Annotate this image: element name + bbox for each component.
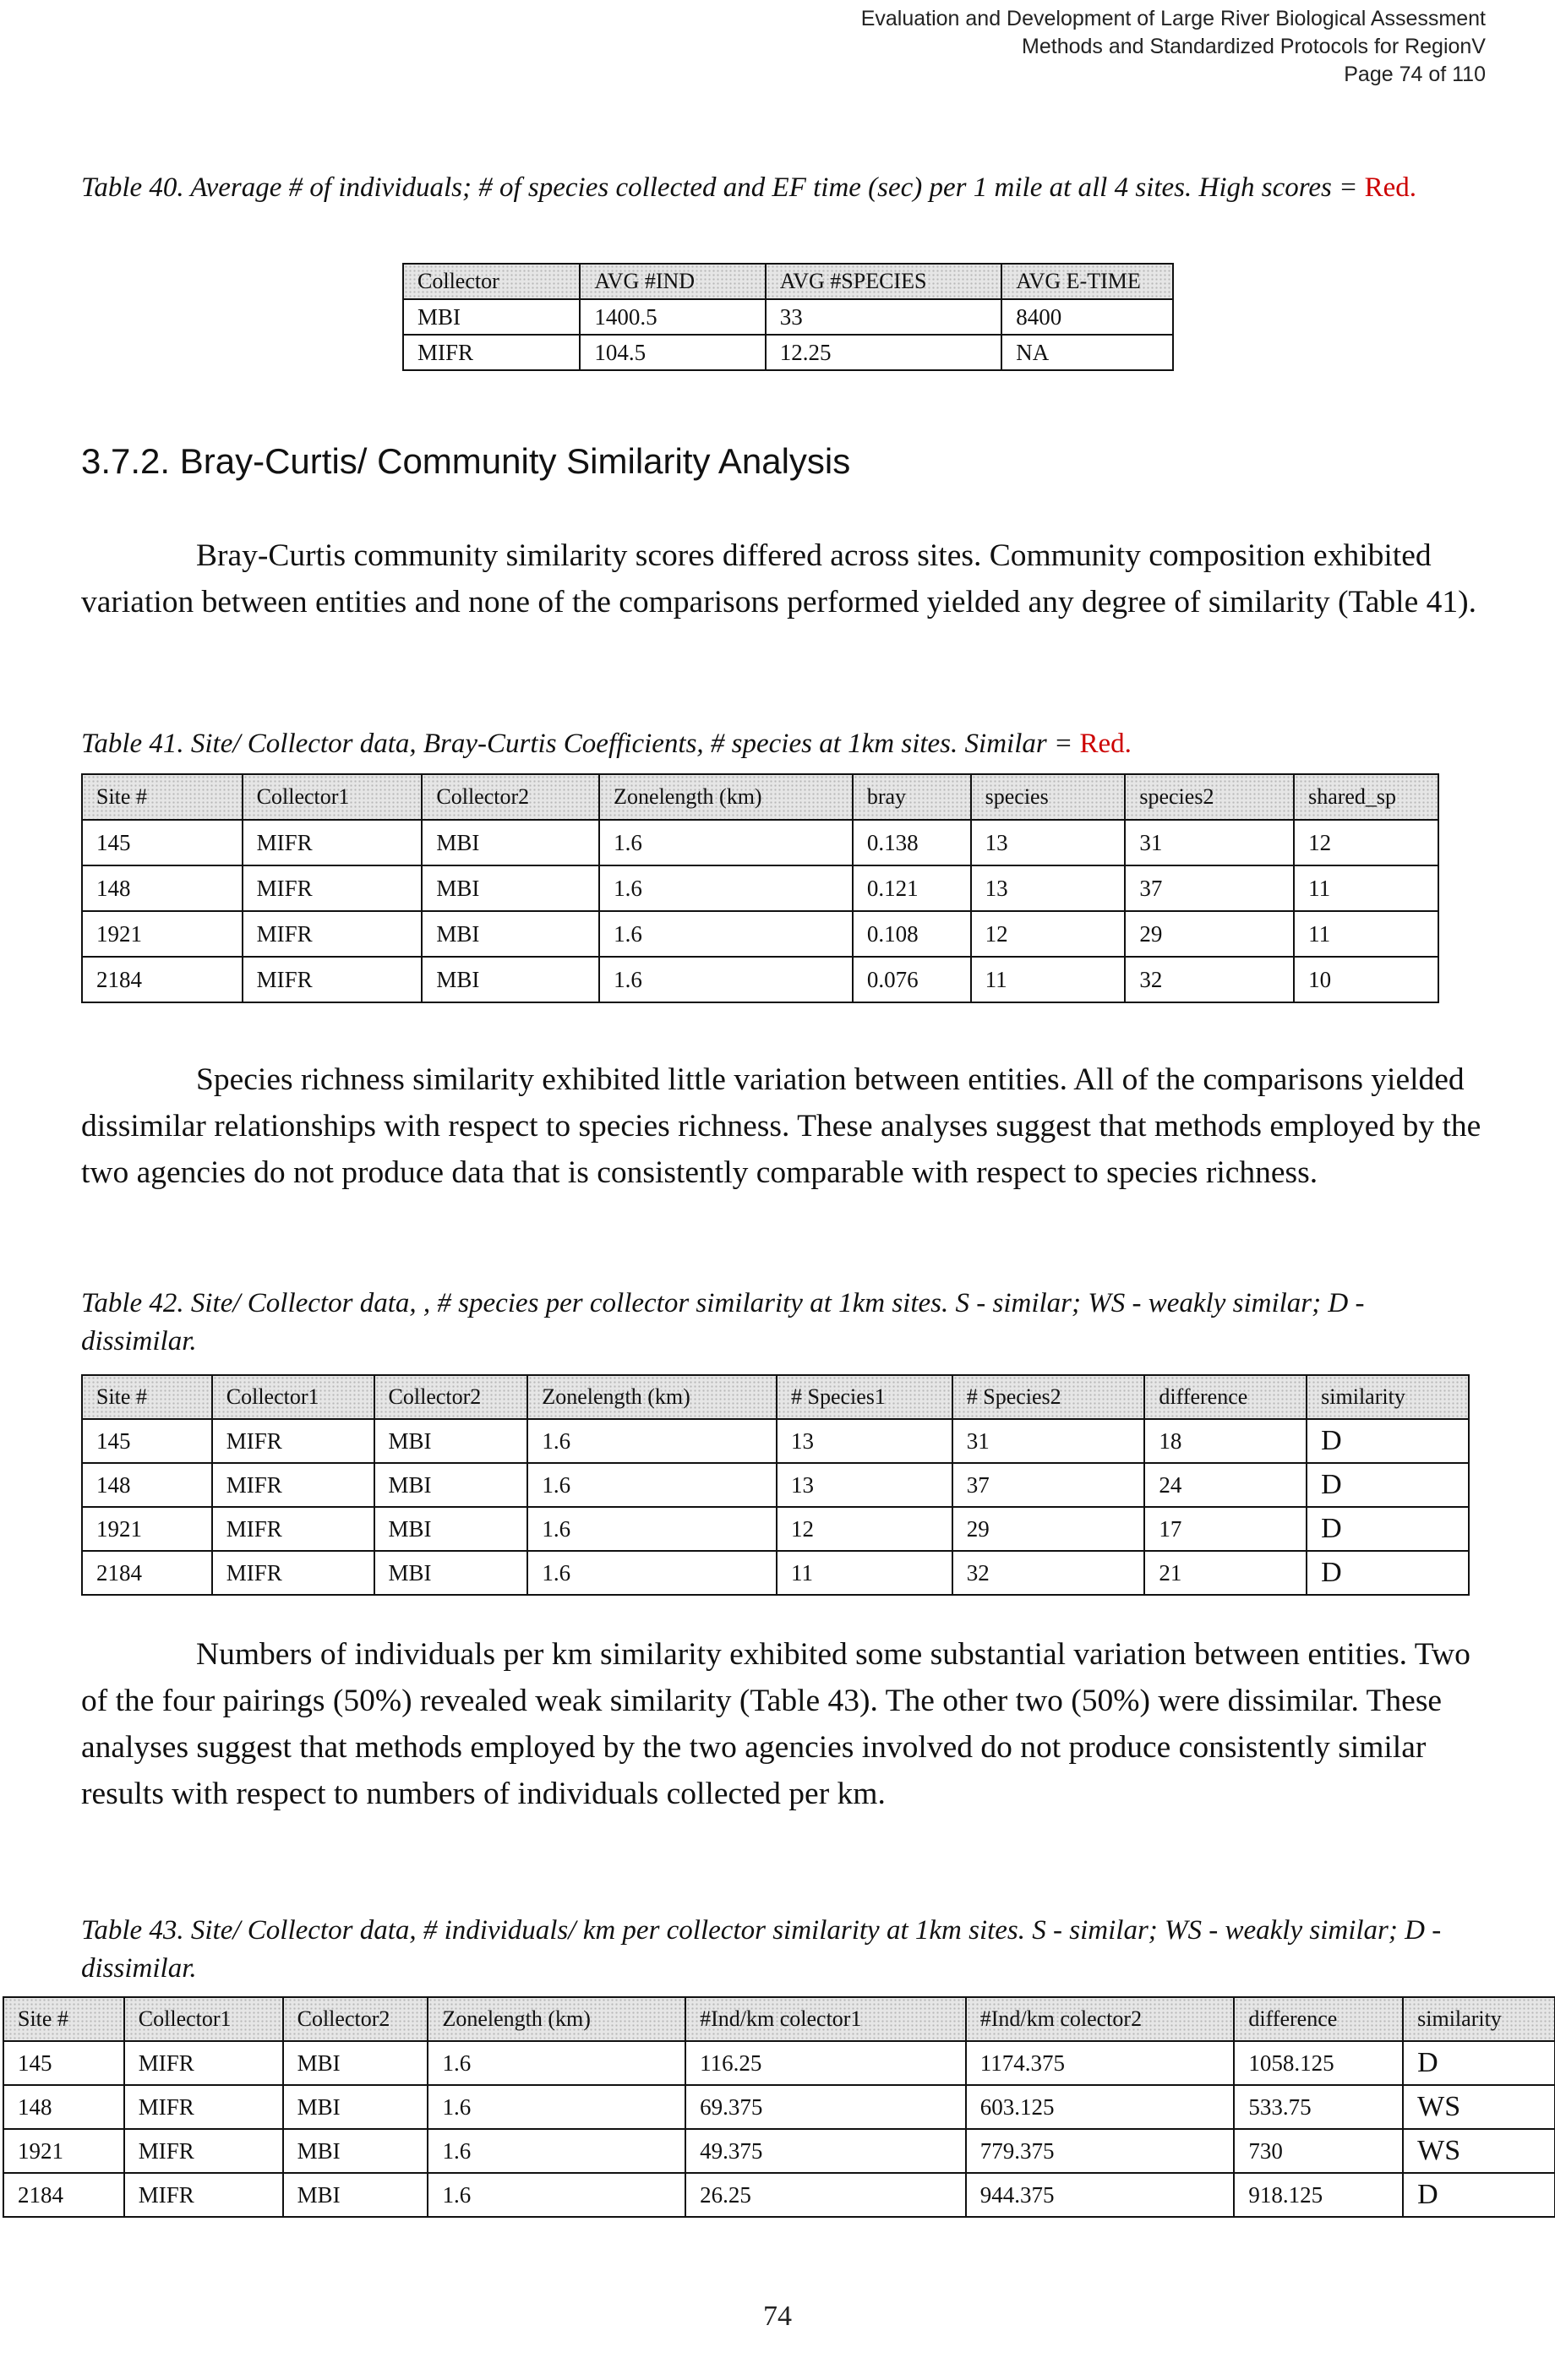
column-header: Collector: [403, 264, 580, 299]
table-row: [3, 2173, 1555, 2217]
table42-caption: Table 42. Site/ Collector data, , # species per collector similarity at 1km sites. S - similar; WS - weakly similar; D - dissimilar.: [81, 1288, 1365, 1356]
table-cell: 148: [3, 2085, 124, 2129]
table-cell: 145: [3, 2041, 124, 2085]
table40-caption: [81, 169, 1450, 207]
table-cell: 1174.375: [966, 2041, 1235, 2085]
table-41: [81, 773, 1439, 1003]
table-cell: 0.076: [853, 957, 971, 1002]
table-cell: 31: [1125, 820, 1294, 865]
header-row: [3, 1997, 1555, 2041]
table41-caption: [81, 725, 1467, 763]
table-cell: 17: [1144, 1507, 1307, 1551]
header-page: Page 74 of 110: [1344, 63, 1486, 86]
table-cell: 69.375: [685, 2085, 966, 2129]
table-cell: 1.6: [428, 2085, 685, 2129]
header-row: [82, 1375, 1469, 1419]
table-cell: 1.6: [428, 2129, 685, 2173]
column-header: Collector1: [212, 1375, 374, 1419]
table-cell: 1.6: [599, 911, 853, 957]
table-cell: 1.6: [527, 1551, 777, 1595]
column-header: Zonelength (km): [527, 1375, 777, 1419]
table-cell: 21: [1144, 1551, 1307, 1595]
table-cell: MBI: [374, 1419, 528, 1463]
table40-caption-red: Red.: [1364, 172, 1417, 203]
table-cell: 145: [82, 820, 243, 865]
table-cell: 1921: [3, 2129, 124, 2173]
column-header: Collector2: [422, 774, 599, 820]
table-cell: 32: [1125, 957, 1294, 1002]
table-cell: 29: [952, 1507, 1145, 1551]
table-cell: 49.375: [685, 2129, 966, 2173]
column-header: similarity: [1403, 1997, 1555, 2041]
table-row: [82, 1507, 1469, 1551]
table-row: [3, 2085, 1555, 2129]
table-cell: MIFR: [124, 2173, 283, 2217]
table-cell: MBI: [403, 299, 580, 335]
table-cell: 12.25: [766, 335, 1001, 370]
table-row: [82, 911, 1438, 957]
table-cell: 11: [777, 1551, 952, 1595]
table-cell: MIFR: [243, 911, 423, 957]
table-cell: 533.75: [1234, 2085, 1403, 2129]
table-cell: 32: [952, 1551, 1145, 1595]
table-cell: MIFR: [212, 1463, 374, 1507]
paragraph-bray-curtis: Bray-Curtis community similarity scores differed across sites. Community composition exhibited variation between entities and none of the comparisons performed yielded any degree of similarity (Table 41).: [81, 538, 1476, 620]
table-cell: 730: [1234, 2129, 1403, 2173]
table-cell: 11: [1294, 865, 1438, 911]
column-header: Collector2: [283, 1997, 428, 2041]
column-header: Collector1: [243, 774, 423, 820]
table-row: [82, 820, 1438, 865]
table-cell: D: [1307, 1551, 1469, 1595]
table-cell: MBI: [422, 865, 599, 911]
table-cell: 603.125: [966, 2085, 1235, 2129]
table-cell: MIFR: [243, 957, 423, 1002]
column-header: difference: [1144, 1375, 1307, 1419]
table-cell: 37: [1125, 865, 1294, 911]
column-header: species2: [1125, 774, 1294, 820]
table-cell: MBI: [422, 911, 599, 957]
table-cell: 33: [766, 299, 1001, 335]
paragraph-species-richness: Species richness similarity exhibited little variation between entities. All of the comparisons yielded dissimilar relationships with respect to species richness. These analyses suggest that methods employed by the two agencies do not produce data that is consistently comparable with respect to species richness.: [81, 1062, 1481, 1190]
table-cell: 104.5: [580, 335, 765, 370]
column-header: #Ind/km colector1: [685, 1997, 966, 2041]
column-header: bray: [853, 774, 971, 820]
column-header: Site #: [82, 774, 243, 820]
column-header: # Species1: [777, 1375, 952, 1419]
table-cell: MBI: [283, 2041, 428, 2085]
table-cell: 31: [952, 1419, 1145, 1463]
table-row: [403, 335, 1173, 370]
table-cell: 12: [777, 1507, 952, 1551]
table-42: [81, 1374, 1470, 1596]
column-header: Zonelength (km): [599, 774, 853, 820]
table41-caption-text: Table 41. Site/ Collector data, Bray-Curtis Coefficients, # species at 1km sites. Similar =: [81, 729, 1080, 759]
table-cell: 1.6: [428, 2173, 685, 2217]
table-cell: MIFR: [124, 2041, 283, 2085]
header-row: [403, 264, 1173, 299]
table-cell: MBI: [283, 2173, 428, 2217]
table-cell: D: [1307, 1507, 1469, 1551]
table-cell: 0.121: [853, 865, 971, 911]
table-cell: D: [1307, 1419, 1469, 1463]
table-cell: MIFR: [243, 820, 423, 865]
column-header: difference: [1234, 1997, 1403, 2041]
table-cell: 1.6: [428, 2041, 685, 2085]
column-header: similarity: [1307, 1375, 1469, 1419]
table-cell: 1058.125: [1234, 2041, 1403, 2085]
table-row: [82, 1551, 1469, 1595]
table-cell: MIFR: [212, 1419, 374, 1463]
column-header: AVG E-TIME: [1001, 264, 1173, 299]
table-cell: 1.6: [599, 865, 853, 911]
table-row: [82, 1463, 1469, 1507]
table-cell: D: [1307, 1463, 1469, 1507]
table-cell: 1.6: [527, 1463, 777, 1507]
table-cell: 13: [777, 1463, 952, 1507]
table-cell: MBI: [283, 2085, 428, 2129]
table43-caption: Table 43. Site/ Collector data, # individuals/ km per collector similarity at 1km sites. S - similar; WS - weakly similar; D - dissimilar.: [81, 1915, 1442, 1984]
page-number: 74: [763, 2301, 792, 2332]
table-cell: MBI: [374, 1463, 528, 1507]
table-cell: MBI: [374, 1507, 528, 1551]
section-heading: 3.7.2. Bray-Curtis/ Community Similarity Analysis: [81, 441, 851, 481]
table-cell: 148: [82, 1463, 212, 1507]
table40-caption-text: Table 40. Average # of individuals; # of species collected and EF time (sec) per 1 mile at all 4 sites. High scores =: [81, 172, 1365, 203]
header-subtitle: Methods and Standardized Protocols for RegionV: [1022, 35, 1486, 58]
table-cell: 116.25: [685, 2041, 966, 2085]
table-cell: 29: [1125, 911, 1294, 957]
table-cell: 1.6: [599, 820, 853, 865]
table-cell: WS: [1403, 2085, 1555, 2129]
table-cell: 13: [777, 1419, 952, 1463]
table-cell: 1921: [82, 1507, 212, 1551]
table-row: [82, 1419, 1469, 1463]
table41-caption-red: Red.: [1079, 729, 1132, 759]
column-header: shared_sp: [1294, 774, 1438, 820]
table-cell: 11: [1294, 911, 1438, 957]
running-header: [861, 5, 1486, 89]
table-cell: 11: [971, 957, 1126, 1002]
table-cell: 944.375: [966, 2173, 1235, 2217]
table-row: [3, 2041, 1555, 2085]
table-cell: 0.138: [853, 820, 971, 865]
table-cell: 1921: [82, 911, 243, 957]
table-cell: 918.125: [1234, 2173, 1403, 2217]
column-header: Collector2: [374, 1375, 528, 1419]
table-cell: 12: [971, 911, 1126, 957]
table-40: [402, 263, 1174, 371]
table-row: [82, 865, 1438, 911]
table-cell: MIFR: [403, 335, 580, 370]
table-cell: 24: [1144, 1463, 1307, 1507]
table-cell: 37: [952, 1463, 1145, 1507]
header-row: [82, 774, 1438, 820]
column-header: AVG #SPECIES: [766, 264, 1001, 299]
table-cell: D: [1403, 2041, 1555, 2085]
table-cell: MBI: [374, 1551, 528, 1595]
table-cell: 13: [971, 820, 1126, 865]
column-header: species: [971, 774, 1126, 820]
table-cell: MBI: [422, 820, 599, 865]
table-cell: MIFR: [243, 865, 423, 911]
table-cell: 2184: [82, 957, 243, 1002]
table-cell: 26.25: [685, 2173, 966, 2217]
table-cell: 2184: [3, 2173, 124, 2217]
table-cell: 1.6: [599, 957, 853, 1002]
table-row: [82, 957, 1438, 1002]
column-header: # Species2: [952, 1375, 1145, 1419]
column-header: Site #: [82, 1375, 212, 1419]
table-cell: 1.6: [527, 1507, 777, 1551]
table-cell: 1.6: [527, 1419, 777, 1463]
table-cell: D: [1403, 2173, 1555, 2217]
table-cell: MIFR: [124, 2085, 283, 2129]
table-cell: NA: [1001, 335, 1173, 370]
table-cell: MIFR: [212, 1551, 374, 1595]
paragraph-individuals-per-km: Numbers of individuals per km similarity exhibited some substantial variation between entities. Two of the four pairings (50%) revealed weak similarity (Table 43). The other two (50%) were dissimilar. These analyses suggest that methods employed by the two agencies involved do not produce consistently similar results with respect to numbers of individuals collected per km.: [81, 1637, 1470, 1811]
table-cell: 779.375: [966, 2129, 1235, 2173]
table-row: [403, 299, 1173, 335]
column-header: AVG #IND: [580, 264, 765, 299]
table-cell: 13: [971, 865, 1126, 911]
table-cell: 1400.5: [580, 299, 765, 335]
table-cell: 12: [1294, 820, 1438, 865]
table-cell: 10: [1294, 957, 1438, 1002]
table-cell: 18: [1144, 1419, 1307, 1463]
table-cell: 0.108: [853, 911, 971, 957]
table-cell: MBI: [283, 2129, 428, 2173]
table-cell: 145: [82, 1419, 212, 1463]
column-header: #Ind/km colector2: [966, 1997, 1235, 2041]
table-cell: 2184: [82, 1551, 212, 1595]
column-header: Zonelength (km): [428, 1997, 685, 2041]
table-cell: 148: [82, 865, 243, 911]
column-header: Collector1: [124, 1997, 283, 2041]
table-row: [3, 2129, 1555, 2173]
table-cell: 8400: [1001, 299, 1173, 335]
column-header: Site #: [3, 1997, 124, 2041]
table-cell: MBI: [422, 957, 599, 1002]
table-cell: MIFR: [124, 2129, 283, 2173]
table-43: [3, 1996, 1555, 2218]
table-cell: WS: [1403, 2129, 1555, 2173]
header-title: Evaluation and Development of Large River Biological Assessment: [860, 7, 1486, 30]
table-cell: MIFR: [212, 1507, 374, 1551]
